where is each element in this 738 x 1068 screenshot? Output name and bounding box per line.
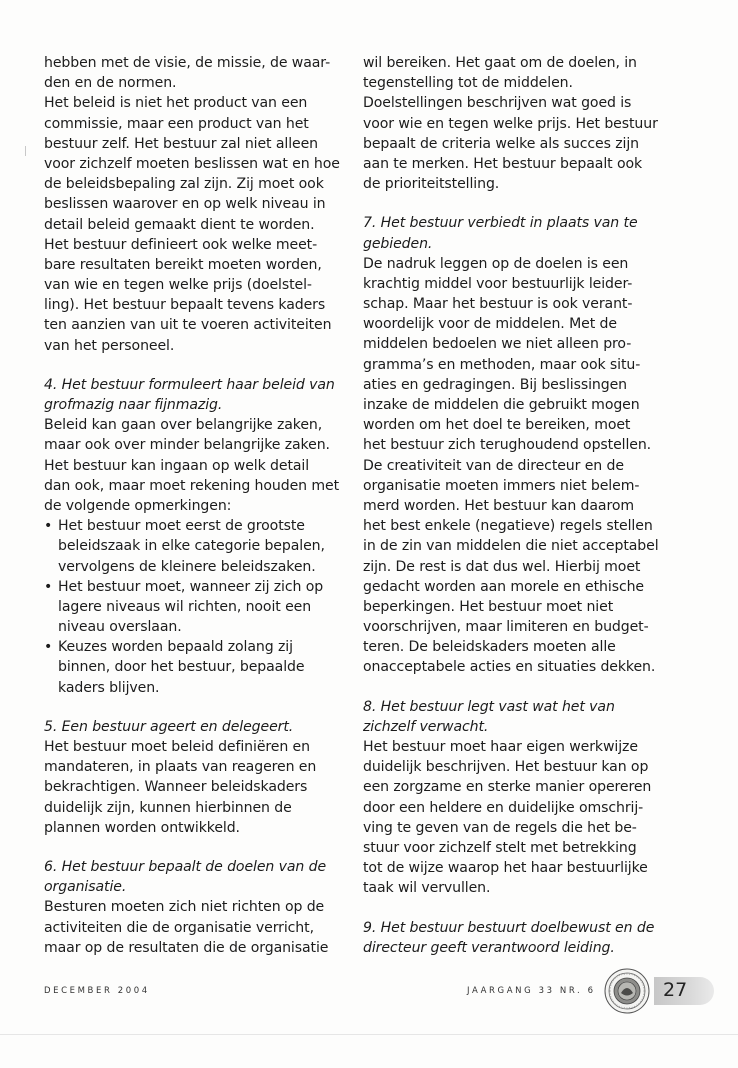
text-line: de prioriteitstelling. [363, 176, 500, 193]
text-line: maar ook over minder belangrijke zaken. [44, 437, 330, 454]
bullet-icon: • [44, 518, 53, 535]
text-line: mandateren, in plaats van reageren en [44, 759, 317, 776]
text-line: bekrachtigen. Wanneer beleidskaders [44, 779, 308, 796]
text-line: duidelijk beschrijven. Het bestuur kan op [363, 759, 649, 776]
section-7-heading [363, 213, 663, 253]
left-paragraph-1 [44, 53, 346, 356]
text-line: het bestuur zich terughoudend opstellen. [363, 437, 652, 454]
text-line: beslissen waarover en op welk niveau in [44, 196, 326, 213]
text-line: gramma’s en methoden, maar ook situ- [363, 356, 641, 373]
right-column [363, 53, 663, 958]
section-8-heading [363, 697, 663, 737]
text-line: maar op de resultaten die de organisatie [44, 939, 329, 956]
text-line: commissie, maar een product van het [44, 115, 309, 132]
text-line: middelen bedoelen we niet alleen pro- [363, 336, 632, 353]
text-line: inzake de middelen die gebruikt mogen [363, 397, 640, 413]
list-item [44, 577, 346, 638]
text-line: Doelstellingen beschrijven wat goed is [363, 95, 632, 112]
text-line: Besturen moeten zich niet richten op de [44, 899, 325, 916]
text-line: bepaalt de criteria welke als succes zijn [363, 135, 639, 152]
bullet-text: kaders blijven. [58, 679, 160, 696]
page-number: 27 [663, 979, 688, 1001]
text-line: De creativiteit van de directeur en de [363, 457, 624, 474]
heading-line: 8. Het bestuur legt vast wat het van [363, 698, 615, 715]
text-line: de volgende opmerkingen: [44, 497, 232, 514]
text-line: in de zin van middelen die niet acceptabel [363, 538, 659, 555]
text-line: merd worden. Het bestuur kan daarom [363, 497, 634, 514]
heading-line: 7. Het bestuur verbiedt in plaats van te [363, 215, 638, 232]
section-5-body [44, 737, 346, 838]
bullet-icon: • [44, 578, 53, 595]
text-line: voor wie en tegen welke prijs. Het bestuur [363, 115, 658, 132]
margin-mark [25, 146, 26, 156]
text-line: worden om het doel te bereiken, moet [363, 417, 631, 434]
list-item [44, 516, 346, 577]
text-line: ving te geven van de regels die het be- [363, 819, 637, 836]
text-line: het best enkele (negatieve) regels stellen [363, 518, 653, 535]
text-line: detail beleid gemaakt dient te worden. [44, 216, 315, 233]
section-4-body [44, 415, 346, 516]
section-6-heading [44, 857, 346, 897]
text-line: een zorgzame en sterke manier opereren [363, 779, 652, 796]
bullet-text: lagere niveaus wil richten, nooit een [58, 598, 312, 615]
heading-line: 4. Het bestuur formuleert haar beleid van [44, 376, 335, 393]
heading-line: 9. Het bestuur bestuurt doelbewust en de [363, 919, 655, 936]
text-line: Beleid kan gaan over belangrijke zaken, [44, 417, 323, 434]
text-line: Het bestuur kan ingaan op welk detail [44, 457, 310, 474]
text-line: door een heldere en duidelijke omschrij- [363, 799, 644, 816]
text-line: activiteiten die de organisatie verricht, [44, 919, 314, 936]
heading-line: zichzelf verwacht. [363, 718, 489, 735]
text-line: wil bereiken. Het gaat om de doelen, in [363, 55, 637, 71]
text-line: De nadruk leggen op de doelen is een [363, 255, 629, 272]
text-line: hebben met de visie, de missie, de waar- [44, 55, 331, 71]
bullet-icon: • [44, 639, 53, 656]
bullet-text: Het bestuur moet eerst de grootste [58, 518, 305, 535]
section-4-heading [44, 375, 346, 415]
text-line: krachtig middel voor bestuurlijk leider- [363, 275, 633, 292]
left-column [44, 53, 346, 958]
text-line: tegenstelling tot de middelen. [363, 75, 573, 92]
bullet-text: binnen, door het bestuur, bepaalde [58, 659, 305, 676]
bullet-text: Het bestuur moet, wanneer zij zich op [58, 578, 324, 595]
text-line: aan te merken. Het bestuur bepaalt ook [363, 155, 643, 172]
section-8-body [363, 737, 663, 899]
text-line: tot de wijze waarop het haar bestuurlijke [363, 860, 648, 877]
text-line: bare resultaten bereikt moeten worden, [44, 256, 322, 273]
footer-issue: JAARGANG 33 NR. 6 [467, 986, 596, 996]
heading-line: organisatie. [44, 879, 127, 896]
bullet-text: vervolgens de kleinere beleidszaken. [58, 558, 316, 575]
text-line: organisatie moeten immers niet belem- [363, 477, 640, 494]
text-line: teren. De beleidskaders moeten alle [363, 639, 616, 656]
heading-line: gebieden. [363, 235, 433, 252]
footer-date: DECEMBER 2004 [44, 986, 150, 996]
text-line: voor zichzelf moeten beslissen wat en hoe [44, 155, 340, 172]
text-line: de beleidsbepaling zal zijn. Zij moet ook [44, 176, 324, 193]
section-6-body [44, 897, 346, 958]
bullet-text: niveau overslaan. [58, 619, 182, 636]
text-line: dan ook, maar moet rekening houden met [44, 477, 340, 494]
list-item [44, 637, 346, 698]
section-5-heading [44, 717, 346, 737]
text-line: van wie en tegen welke prijs (doelstel- [44, 277, 312, 294]
text-line: stuur voor zichzelf stelt met betrekking [363, 839, 637, 856]
heading-line: grofmazig naar fijnmazig. [44, 397, 223, 413]
text-line: beperkingen. Het bestuur moet niet [363, 598, 614, 615]
text-line: den en de normen. [44, 75, 177, 92]
text-line: schap. Maar het bestuur is ook verant- [363, 296, 633, 313]
right-paragraph-1 [363, 53, 663, 194]
text-line: ling). Het bestuur bepaalt tevens kaders [44, 297, 326, 314]
page-edge [0, 1034, 738, 1035]
bullet-text: Keuzes worden bepaald zolang zij [58, 639, 293, 656]
bullet-text: beleidszaak in elke categorie bepalen, [58, 538, 325, 555]
text-line: Het bestuur moet haar eigen werkwijze [363, 739, 638, 755]
text-line: taak wil vervullen. [363, 880, 491, 897]
text-line: Het bestuur definieert ook welke meet- [44, 236, 318, 253]
text-line: onacceptabele acties en situaties dekken. [363, 659, 656, 676]
text-line: van het personeel. [44, 337, 175, 354]
bullet-list [44, 516, 346, 698]
heading-line: directeur geeft verantwoord leiding. [363, 939, 615, 956]
text-line: zijn. De rest is dat dus wel. Hierbij moet [363, 558, 641, 575]
heading-line: 6. Het bestuur bepaalt de doelen van de [44, 858, 327, 875]
text-line: woordelijk voor de middelen. Met de [363, 316, 617, 333]
text-line: bestuur zelf. Het bestuur zal niet alleen [44, 135, 319, 152]
text-line: aties en gedragingen. Bij beslissingen [363, 376, 628, 393]
text-line: duidelijk zijn, kunnen hierbinnen de [44, 799, 292, 816]
seal-emblem-icon [604, 968, 650, 1014]
text-line: Het bestuur moet beleid definiëren en [44, 739, 310, 755]
text-line: plannen worden ontwikkeld. [44, 819, 240, 836]
text-line: Het beleid is niet het product van een [44, 95, 308, 112]
section-7-body [363, 254, 663, 678]
heading-line: 5. Een bestuur ageert en delegeert. [44, 718, 294, 735]
text-line: ten aanzien van uit te voeren activiteiten [44, 317, 332, 334]
text-line: gedacht worden aan morele en ethische [363, 578, 644, 595]
text-line: voorschrijven, maar limiteren en budget- [363, 619, 649, 636]
section-9-heading [363, 918, 663, 958]
